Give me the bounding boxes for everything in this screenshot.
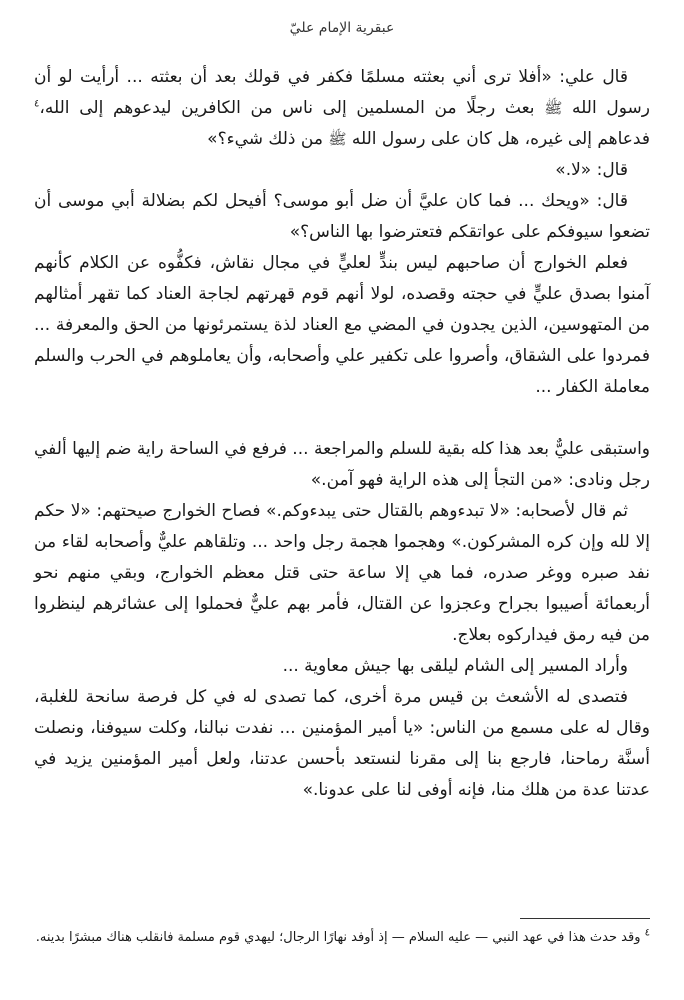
paragraph-3: قال: «ويحك ... فما كان عليَّ أن ضل أبو موسى؟ أفيحل لكم بضلالة أبي موسى أن تضعوا سيوفكم على عواتقكم فتعترضوا بها الناس؟» [34,191,650,242]
paragraph-4: فعلم الخوارج أن صاحبهم ليس بندٍّ لعليٍّ في مجال نقاش، فكفُّوه عن الكلام كأنهم آمنوا بصدق عليٍّ في حجته وقصده، لولا أنهم قوم قهرتهم لجاجة العناد كما تقهر أمثالهم من المتهوسين، الذين يجدون في المضي مع العناد لذة يستمرئونها من الحق والمعرفة ... فمردوا على الشقاق، وأصروا على تكفير علي وأصحابه، وأن يعاملوهم في الحرب والسلم معاملة الكفار ... [34,253,650,397]
paragraph-1-part-a: قال علي: «أفلا ترى أني بعثته مسلمًا فكفر في قولك بعد أن بعثته ... أرأيت لو أن رسول الله [34,67,650,118]
footnote-number: ٤ [644,927,650,939]
footnote-paragraph [34,926,650,950]
paragraph-1-part-b: بعث رجلًا من المسلمين إلى ناس من الكافرين ليدعوهم إلى الله، [39,98,545,118]
footnote-reference[interactable]: ٤ [34,98,40,110]
paragraph-gap [34,403,650,434]
paragraph-7: وأراد المسير إلى الشام ليلقى بها جيش معاوية ... [282,656,628,676]
paragraph-1 [34,62,650,155]
paragraph-6: ثم قال لأصحابه: «لا تبدءوهم بالقتال حتى يبدءوكم.» فصاح الخوارج صيحتهم: «لا حكم إلا لله وإن كره المشركون.» وهجموا هجمة رجل واحد ... وتلقاهم عليٌّ وأصحابه لقاء من نفد صبره ووغر صدره، فما هي إلا ساعة حتى قتل معظم الخوارج، وبقي منهم نحو أربعمائة أصيبوا بجراح وعجزوا عن القتال، فأمر بهم عليٌّ فحملوا إلى عشائرهم لينظروا من فيه رمق فيداركوه بعلاج. [34,501,650,645]
running-header: عبقرية الإمام عليّ [289,20,395,36]
paragraph-1-part-d: من ذلك شيء؟» [207,129,329,149]
paragraph-8: فتصدى له الأشعث بن قيس مرة أخرى، كما تصدى له في كل فرصة سانحة للغلبة، وقال له على مسمع من الناس: «يا أمير المؤمنين ... نفدت نبالنا، وكلت سيوفنا، ونصلت أسنَّة رماحنا، فارجع بنا إلى مقرنا لنستعد بأحسن عدتنا، ولعل أمير المؤمنين يزيد في عدتنا عدة من هلك منا، فإنه أوفى لنا على عدونا.» [34,687,650,800]
honorific-glyph: ﷺ [544,99,563,117]
paragraph-2: قال: «لا.» [555,160,628,180]
honorific-glyph: ﷺ [328,130,347,148]
footnote-text: وقد حدث هذا في عهد النبي — عليه السلام — إذ أوفد نهارًا الرجال؛ ليهدي قوم مسلمة فانقلب هناك مبشرًا بدينه. [35,930,645,945]
body-text [34,62,650,806]
paragraph-5: واستبقى عليٌّ بعد هذا كله بقية للسلم والمراجعة ... فرفع في الساحة راية ضم إليها ألفي رجل ونادى: «من التجأ إلى هذه الراية فهو آمن.» [34,439,650,490]
footnote [34,926,650,950]
paragraph-1-part-c: فدعاهم إلى غيره، هل كان على رسول الله [346,129,650,149]
footnote-divider [520,918,650,919]
